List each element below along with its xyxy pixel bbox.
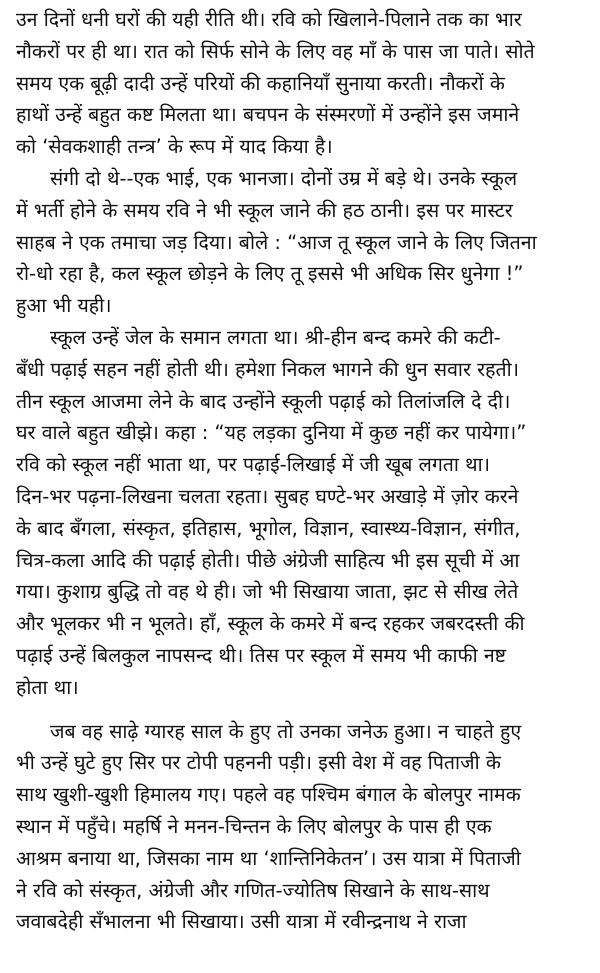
text-line: नौकरों पर ही था। रात को सिर्फ सोने के लिए वह माँ के पास जा पाते। सोते (16, 39, 535, 63)
text-line: रवि को स्कूल नहीं भाता था, पर पढ़ाई-लिखाई में जी खूब लगता था। (16, 453, 491, 477)
text-line: भी उन्हें घुटे हुए सिर पर टोपी पहननी पड़ी। इसी वेश में वह पिताजी के (16, 751, 501, 775)
text-line: होता था। (16, 675, 79, 699)
text-line: साहब ने एक तमाचा जड़ दिया। बोले : “आज तू स्कूल जाने के लिए जितना (16, 230, 537, 254)
text-line: और भूलकर भी न भूलते। हाँ, स्कूल के कमरे में बन्द रहकर जबरदस्ती की (16, 612, 525, 636)
paragraph-school-as-jail (16, 322, 588, 449)
text-line: जब वह साढ़े ग्यारह साल के हुए तो उनका जनेऊ हुआ। न चाहते हुए (50, 719, 522, 743)
text-line: हाथों उन्हें बहुत कष्ट मिलता था। बचपन के संस्मरणों में उन्होंने इस जमाने (16, 103, 520, 127)
paragraph-gap (16, 704, 588, 716)
text-line: तीन स्कूल आजमा लेने के बाद उन्होंने स्कूली पढ़ाई को तिलांजलि दे दी। (16, 389, 511, 413)
text-line: समय एक बूढ़ी दादी उन्हें परियों की कहानियाँ सुनाया करती। नौकरों के (16, 71, 505, 95)
paragraph-companions (16, 163, 588, 322)
text-line: चित्र-कला आदि की पढ़ाई होती। पीछे अंग्रेजी साहित्य भी इस सूची में आ (16, 548, 520, 572)
text-line: संगी दो थे--एक भाई, एक भानजा। दोनों उम्र में बड़े थे। उनके स्कूल (50, 166, 518, 190)
text-line: आश्रम बनाया था, जिसका नाम था ‘शान्तिनिकेतन’। उस यात्रा में पिताजी (16, 846, 521, 870)
text-line: हुआ भी यही। (16, 294, 112, 318)
paragraph-himalaya-journey (16, 716, 588, 939)
text-line: स्कूल उन्हें जेल के समान लगता था। श्री-हीन बन्द कमरे की कटी- (50, 325, 501, 349)
text-line: जवाबदेही सँभालना भी सिखाया। उसी यात्रा में रवीन्द्रनाथ ने राजा (16, 910, 467, 934)
text-line: स्थान में पहुँचे। महर्षि ने मनन-चिन्तन के लिए बोलपुर के पास ही एक (16, 814, 492, 838)
text-line: को ‘सेवकशाही तन्त्र’ के रूप में याद किया है। (16, 135, 333, 159)
text-line: में भर्ती होने के समय रवि ने भी स्कूल जाने की हठ ठानी। इस पर मास्टर (16, 198, 513, 222)
text-line: के बाद बँगला, संस्कृत, इतिहास, भूगोल, विज्ञान, स्वास्थ्य-विज्ञान, संगीत, (16, 516, 521, 540)
text-line: उन दिनों धनी घरों की यही रीति थी। रवि को खिलाने-पिलाने तक का भार (16, 8, 522, 31)
text-line: गया। कुशाग्र बुद्धि तो वह थे ही। जो भी सिखाया जाता, झट से सीख लेते (16, 580, 519, 604)
text-line: बँधी पढ़ाई सहन नहीं होती थी। हमेशा निकल भागने की धुन सवार रहती। (16, 357, 520, 381)
text-line: दिन-भर पढ़ना-लिखना चलता रहता। सुबह घण्टे-भर अखाड़े में ज़ोर करने (16, 484, 519, 508)
text-line: पढ़ाई उन्हें बिलकुल नापसन्द थी। तिस पर स्कूल में समय भी काफी नष्ट (16, 643, 507, 667)
text-line: ने रवि को संस्कृत, अंग्रेजी और गणित-ज्योतिष सिखाने के साथ-साथ (16, 878, 490, 902)
paragraph-household-customs (16, 4, 588, 163)
paragraph-studies (16, 449, 588, 703)
text-line: घर वाले बहुत खीझे। कहा : “यह लड़का दुनिया में कुछ नहीं कर पायेगा।” (16, 421, 527, 445)
text-line: रो-धो रहा है, कल स्कूल छोड़ने के लिए तू इससे भी अधिक सिर धुनेगा !” (16, 262, 524, 286)
text-line: साथ खुशी-खुशी हिमालय गए। पहले वह पश्चिम बंगाल के बोलपुर नामक (16, 783, 521, 807)
